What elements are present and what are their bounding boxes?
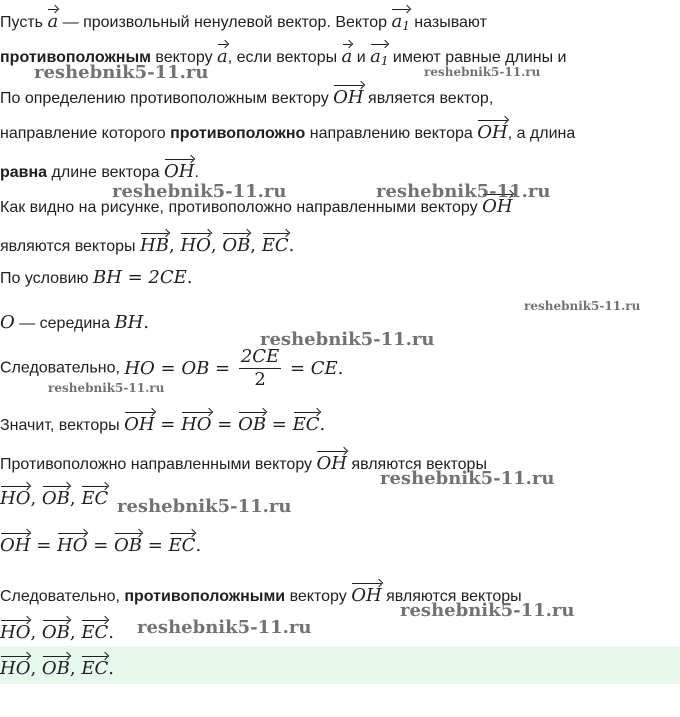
text-line-6: Как видно на рисунке, противоположно направленными вектору OH xyxy=(0,193,513,218)
text-line-8: По условию BH = 2CE. xyxy=(0,267,193,288)
vector-ec: EC xyxy=(293,411,320,435)
vector-oh: OH xyxy=(0,532,30,556)
vector-oh: OH xyxy=(333,84,363,108)
vector-a: a xyxy=(342,43,353,67)
vector-oh: OH xyxy=(164,158,194,182)
vector-oh: OH xyxy=(351,582,381,606)
text-line-13: HO, OB, EC xyxy=(0,485,108,510)
watermark: reshebnik5-11.ru xyxy=(376,181,551,202)
text-line-2: противоположным вектору a, если векторы a и $a_1$ имеют равные длины и xyxy=(0,43,567,71)
vector-ob: OB xyxy=(114,532,142,556)
watermark: reshebnik5-11.ru xyxy=(400,600,575,621)
watermark: reshebnik5-11.ru xyxy=(524,299,641,313)
vector-ec: EC xyxy=(81,485,108,509)
watermark: reshebnik5-11.ru xyxy=(34,62,209,83)
text-line-9: O — середина BH. xyxy=(0,312,150,333)
watermark: reshebnik5-11.ru xyxy=(48,381,165,395)
answer-line: HO, OB, EC. xyxy=(0,655,114,680)
watermark: reshebnik5-11.ru xyxy=(137,617,312,638)
answer-box xyxy=(0,646,680,684)
vector-ec: EC xyxy=(81,655,108,679)
text-line-12: Противоположно направленными вектору OH являются векторы xyxy=(0,450,487,475)
vector-hb: HB xyxy=(140,232,169,256)
vector-a1: $a_1$ xyxy=(370,43,388,71)
vector-ho: HO xyxy=(180,232,210,256)
vector-ec: EC xyxy=(169,532,196,556)
vector-ec: EC xyxy=(262,232,289,256)
vector-ho: HO xyxy=(0,485,30,509)
text-line-14: OH = HO = OB = EC. xyxy=(0,532,201,557)
text-line-16: HO, OB, EC. xyxy=(0,619,114,644)
math-condition: BH = 2CE xyxy=(92,267,187,288)
watermark: reshebnik5-11.ru xyxy=(260,329,435,350)
vector-ec: EC xyxy=(81,619,108,643)
watermark: reshebnik5-11.ru xyxy=(380,468,555,489)
text-line-4: направление которого противоположно направлению вектора OH, а длина xyxy=(0,119,575,144)
text-line-10: Следовательно, HO = OB = $\frac{2CE}{2}$ = CE. xyxy=(0,346,344,390)
watermark: reshebnik5-11.ru xyxy=(112,181,287,202)
vector-ob: OB xyxy=(238,411,266,435)
vector-oh: OH xyxy=(482,193,512,217)
text-line-11: Значит, векторы OH = HO = OB = EC. xyxy=(0,411,325,436)
text-line-15: Следовательно, противоположными вектору OH являются векторы xyxy=(0,582,522,607)
vector-a: a xyxy=(47,8,58,32)
vector-oh: OH xyxy=(124,411,154,435)
bold-term: противоположно xyxy=(170,125,306,142)
text-line-5: равна длине вектора OH. xyxy=(0,158,199,183)
fraction: $\frac{2CE}{2}$ xyxy=(240,346,280,390)
vector-ob: OB xyxy=(222,232,250,256)
bold-term: равна xyxy=(0,164,48,181)
vector-a1: $a_1$ xyxy=(391,8,409,36)
vector-ho: HO xyxy=(0,655,30,679)
text-line-7: являются векторы HB, HO, OB, EC. xyxy=(0,232,294,257)
vector-ho: HO xyxy=(57,532,87,556)
text-line-3: По определению противоположным вектору OH является вектор, xyxy=(0,84,493,109)
vector-ob: OB xyxy=(42,619,70,643)
bold-term: противоположным xyxy=(0,49,151,66)
bold-term: противоположными xyxy=(124,588,286,605)
vector-a: a xyxy=(217,43,228,67)
vector-ho: HO xyxy=(0,619,30,643)
vector-oh: OH xyxy=(316,450,346,474)
vector-ob: OB xyxy=(42,485,70,509)
watermark: reshebnik5-11.ru xyxy=(424,65,541,79)
watermark: reshebnik5-11.ru xyxy=(117,496,292,517)
vector-ho: HO xyxy=(181,411,211,435)
vector-oh: OH xyxy=(477,119,507,143)
text-line-1: Пусть a — произвольный ненулевой вектор. Вектор $a_1$ называют xyxy=(0,8,487,36)
vector-ob: OB xyxy=(42,655,70,679)
